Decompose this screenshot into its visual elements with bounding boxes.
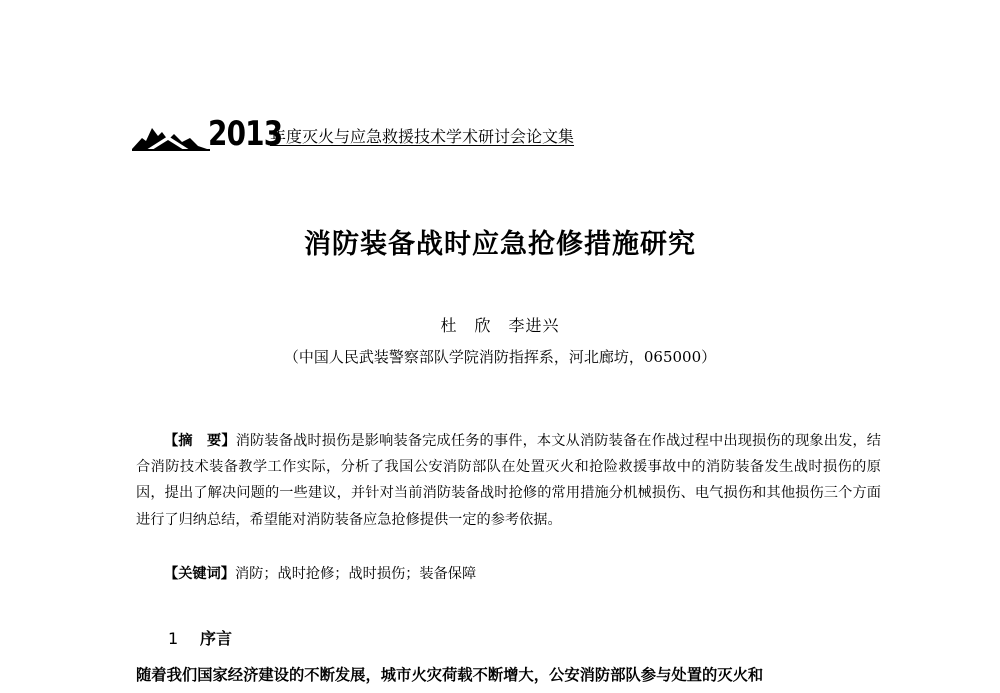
paper-authors: 杜 欣 李进兴 [440, 316, 560, 335]
paper-affiliation: （中国人民武装警察部队学院消防指挥系，河北廊坊，065000） [283, 348, 717, 366]
keywords-label: 【关键词】 [164, 566, 235, 582]
section-heading [168, 626, 232, 649]
abstract-text: 消防装备战时损伤是影响装备完成任务的事件，本文从消防装备在作战过程中出现损伤的现象出发，结合消防技术装备教学工作实际，分析了我国公安消防部队在处置灭火和抢险救援事故中的消防装备发生战时损伤的原因，提出了解决问题的一些建议，并针对当前消防装备战时抢修的常用措施分机械损伤、电气损伤和其他损伤三个方面进行了归纳总结，希望能对消防装备应急抢修提供一定的参考依据。 [136, 433, 881, 528]
section-title: 序言 [200, 629, 233, 648]
header-year: 2013 [208, 114, 283, 154]
body-text-line: 随着我们国家经济建设的不断发展，城市火灾荷载不断增大，公安消防部队参与处置的灭火和 [136, 666, 764, 684]
section-number: 1 [168, 629, 179, 648]
running-header [132, 112, 622, 156]
abstract-paragraph [136, 428, 881, 533]
keywords-text: 消防；战时抢修；战时损伤；装备保障 [234, 566, 477, 582]
keywords-line [164, 561, 476, 587]
conference-logo-icon [132, 116, 210, 152]
header-title: 年度灭火与应急救援技术学术研讨会论文集 [270, 127, 575, 146]
paper-title: 消防装备战时应急抢修措施研究 [304, 229, 696, 260]
abstract-label: 【摘 要】 [164, 433, 236, 449]
